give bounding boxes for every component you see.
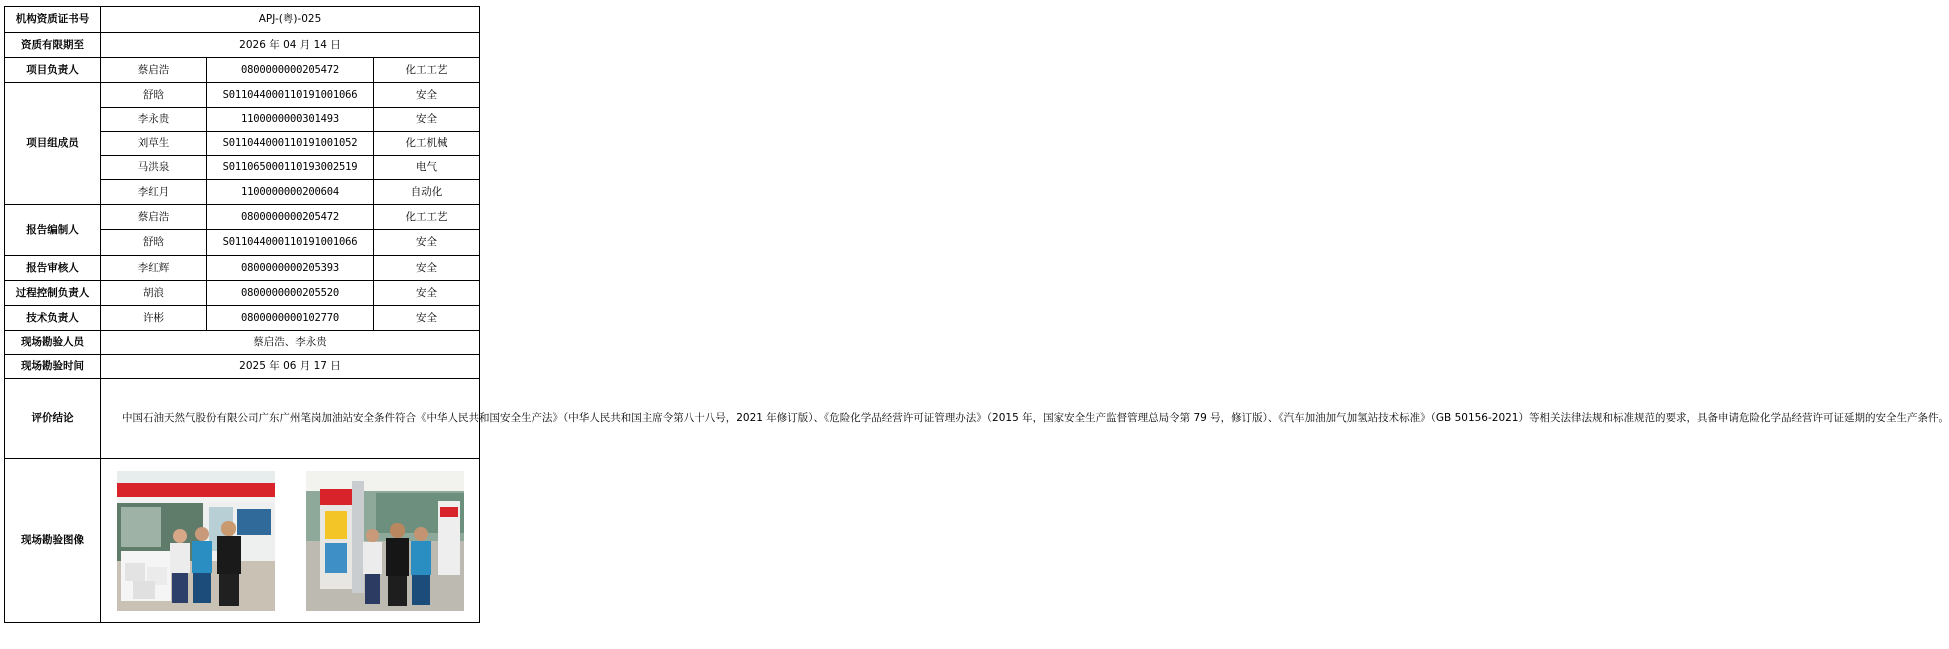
member-id: S011065000110193002519 — [207, 156, 374, 180]
member-id: 1100000000301493 — [207, 108, 374, 132]
tech-field: 安全 — [374, 306, 480, 331]
author-field: 安全 — [374, 230, 480, 256]
member-name: 舒晗 — [101, 83, 207, 108]
validity-label: 资质有限期至 — [5, 33, 101, 58]
reviewer-label: 报告审核人 — [5, 256, 101, 281]
images-label: 现场勘验图像 — [5, 459, 101, 623]
member-id: 1100000000200604 — [207, 180, 374, 205]
site-time-label: 现场勘验时间 — [5, 355, 101, 379]
authors-label: 报告编制人 — [5, 205, 101, 256]
member-field: 安全 — [374, 83, 480, 108]
member-field: 自动化 — [374, 180, 480, 205]
member-field: 电气 — [374, 156, 480, 180]
reviewer-name: 李红辉 — [101, 256, 207, 281]
member-id: S011044000110191001052 — [207, 132, 374, 156]
reviewer-id: 0800000000205393 — [207, 256, 374, 281]
cert-no-label: 机构资质证书号 — [5, 7, 101, 33]
gas-station-pump-photo — [306, 471, 464, 611]
member-name: 李永贵 — [101, 108, 207, 132]
member-id: S011044000110191001066 — [207, 83, 374, 108]
pm-name: 蔡启浩 — [101, 58, 207, 83]
validity-value: 2026 年 04 月 14 日 — [101, 33, 480, 58]
site-staff-label: 现场勘验人员 — [5, 331, 101, 355]
tech-label: 技术负责人 — [5, 306, 101, 331]
author-id: 0800000000205472 — [207, 205, 374, 230]
cert-no-value: APJ-(粤)-025 — [101, 7, 480, 33]
member-field: 安全 — [374, 108, 480, 132]
pm-field: 化工工艺 — [374, 58, 480, 83]
process-name: 胡浪 — [101, 281, 207, 306]
process-label: 过程控制负责人 — [5, 281, 101, 306]
member-name: 马洪泉 — [101, 156, 207, 180]
pm-id: 0800000000205472 — [207, 58, 374, 83]
site-staff-value: 蔡启浩、李永贵 — [101, 331, 480, 355]
author-field: 化工工艺 — [374, 205, 480, 230]
tech-name: 许彬 — [101, 306, 207, 331]
images-cell — [101, 459, 480, 623]
member-name: 刘草生 — [101, 132, 207, 156]
tech-id: 0800000000102770 — [207, 306, 374, 331]
conclusion-text: 中国石油天然气股份有限公司广东广州笔岗加油站安全条件符合《中华人民共和国安全生产法》（中华人民共和国主席令第八十八号，2021 年修订版）、《危险化学品经营许可证管理办法》（2015 年，国家安全生产监督管理总局令第 79 号，修订版）、《汽车加油加气加氢站技术标准》（GB 50156-2021）等相关法律法规和标准规范的要求，具备申请危险化学品经营许可证延期的安全生产条件。 — [101, 379, 480, 459]
gas-station-site-photo — [117, 471, 275, 611]
process-id: 0800000000205520 — [207, 281, 374, 306]
author-name: 蔡启浩 — [101, 205, 207, 230]
member-name: 李红月 — [101, 180, 207, 205]
reviewer-field: 安全 — [374, 256, 480, 281]
author-name: 舒晗 — [101, 230, 207, 256]
conclusion-label: 评价结论 — [5, 379, 101, 459]
site-time-value: 2025 年 06 月 17 日 — [101, 355, 480, 379]
author-id: S011044000110191001066 — [207, 230, 374, 256]
process-field: 安全 — [374, 281, 480, 306]
pm-label: 项目负责人 — [5, 58, 101, 83]
members-label: 项目组成员 — [5, 83, 101, 205]
member-field: 化工机械 — [374, 132, 480, 156]
report-info-table — [4, 6, 1949, 623]
